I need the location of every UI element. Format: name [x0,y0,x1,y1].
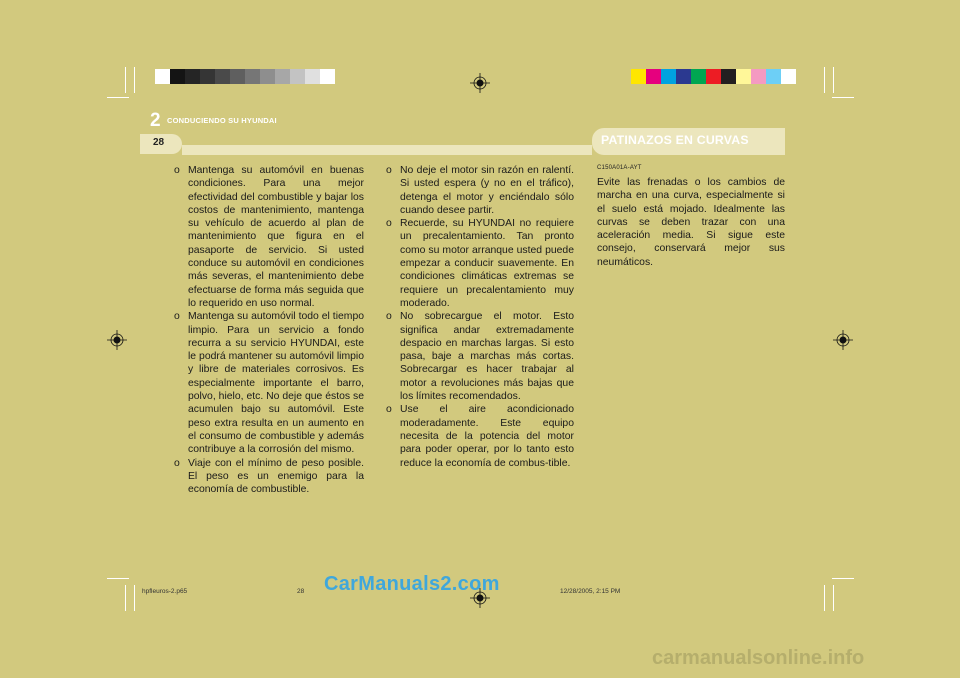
gray-swatch [200,69,215,84]
crosshair-target-icon [107,330,127,350]
color-swatch [661,69,676,84]
list-item: o No sobrecargue el motor. Esto significa andar extremadamente despacio en marchas largas. Si esto pasa, baje a marchas más cortas. Sobrecargar es hacer trabajar al motor a revoluciones más bajas que los límites recomendados. [386,311,574,403]
gray-swatch [215,69,230,84]
color-swatch [751,69,766,84]
gray-swatch [275,69,290,84]
footer-page: 28 [297,588,305,595]
section-code: C150A01A-AYT [597,165,642,171]
watermark-carmanualsonline: carmanualsonline.info [652,647,865,669]
list-item: o Recuerde, su HYUNDAI no requiere un precalentamiento. Tan pronto como su motor arranque usted puede empezar a conducir suavemente. En condiciones climáticas extremas se requiere un precalentamiento muy moderado. [386,218,574,309]
gray-swatch [290,69,305,84]
header-rule [182,145,592,155]
left-column [174,164,364,496]
gray-swatch [185,69,200,84]
color-swatch [691,69,706,84]
color-swatch [676,69,691,84]
crosshair-target-icon [470,73,490,93]
section-paragraph: Evite las frenadas o los cambios de marcha en una curva, especialmente si el suelo está mojado. Idealmente las curvas se deben trazar con una aceleración media. Si sigue este consejo, conservará mejor sus neumáticos. [597,177,785,268]
right-column [597,176,785,269]
gray-swatch [245,69,260,84]
gray-swatch [260,69,275,84]
color-swatch [706,69,721,84]
chapter-number: 2 [150,110,161,131]
list-item: o Mantenga su automóvil todo el tiempo limpio. Para un servicio a fondo recurra a su servicio HYUNDAI, este le podrá mantener su automóvil limpio y libre de materiales corrosivos. Es especialmente importante el barro, polvo, hielo, etc. No deje que éstos se acumulen bajo su automóvil. Este peso extra resulta en un aumento en el consumo de combustible y además contribuye a la corrosión del mismo. [174,311,364,456]
gray-swatch [305,69,320,84]
color-swatch [766,69,781,84]
list-item: o No deje el motor sin razón en ralentí. Si usted espera (y no en el tráfico), detenga el motor y enciéndalo sólo cuando desee partir. [386,165,574,216]
footer-filename: hpfleuros-2.p65 [142,588,188,595]
color-swatch [631,69,646,84]
gray-swatch [155,69,170,84]
list-item: o Use el aire acondicionado moderadamente. Este equipo necesita de la potencia del motor para poder operar, por lo tanto esto reduce la economía de combus-tible. [386,404,574,469]
gray-swatch [230,69,245,84]
grayscale-calibration-bar [155,69,335,84]
gray-swatch [170,69,185,84]
section-title: PATINAZOS EN CURVAS [601,133,749,147]
chapter-title: CONDUCIENDO SU HYUNDAI [167,116,277,125]
list-item: o Mantenga su automóvil en buenas condiciones. Para una mejor efectividad del combustible y bajar los costos de mantenimiento, mantenga su vehículo de acuerdo al plan de mantenimiento que figura en el pasaporte de servicio. Si usted conduce su automóvil en condiciones más severas, el mantenimiento debe efectuarse de forma más seguida que lo requerido en uso normal. [174,165,364,309]
color-swatch [721,69,736,84]
footer-timestamp: 12/28/2005, 2:15 PM [560,588,621,595]
list-item: o Viaje con el mínimo de peso posible. El peso es un enemigo para la economía de combustible. [174,457,364,496]
middle-column [386,164,574,470]
page-number: 28 [153,137,165,148]
gray-swatch [320,69,335,84]
color-swatch [646,69,661,84]
color-swatch [736,69,751,84]
crosshair-target-icon [833,330,853,350]
color-swatch [781,69,796,84]
color-calibration-bar [631,69,796,84]
watermark-carmanuals2: CarManuals2.com [324,573,500,595]
